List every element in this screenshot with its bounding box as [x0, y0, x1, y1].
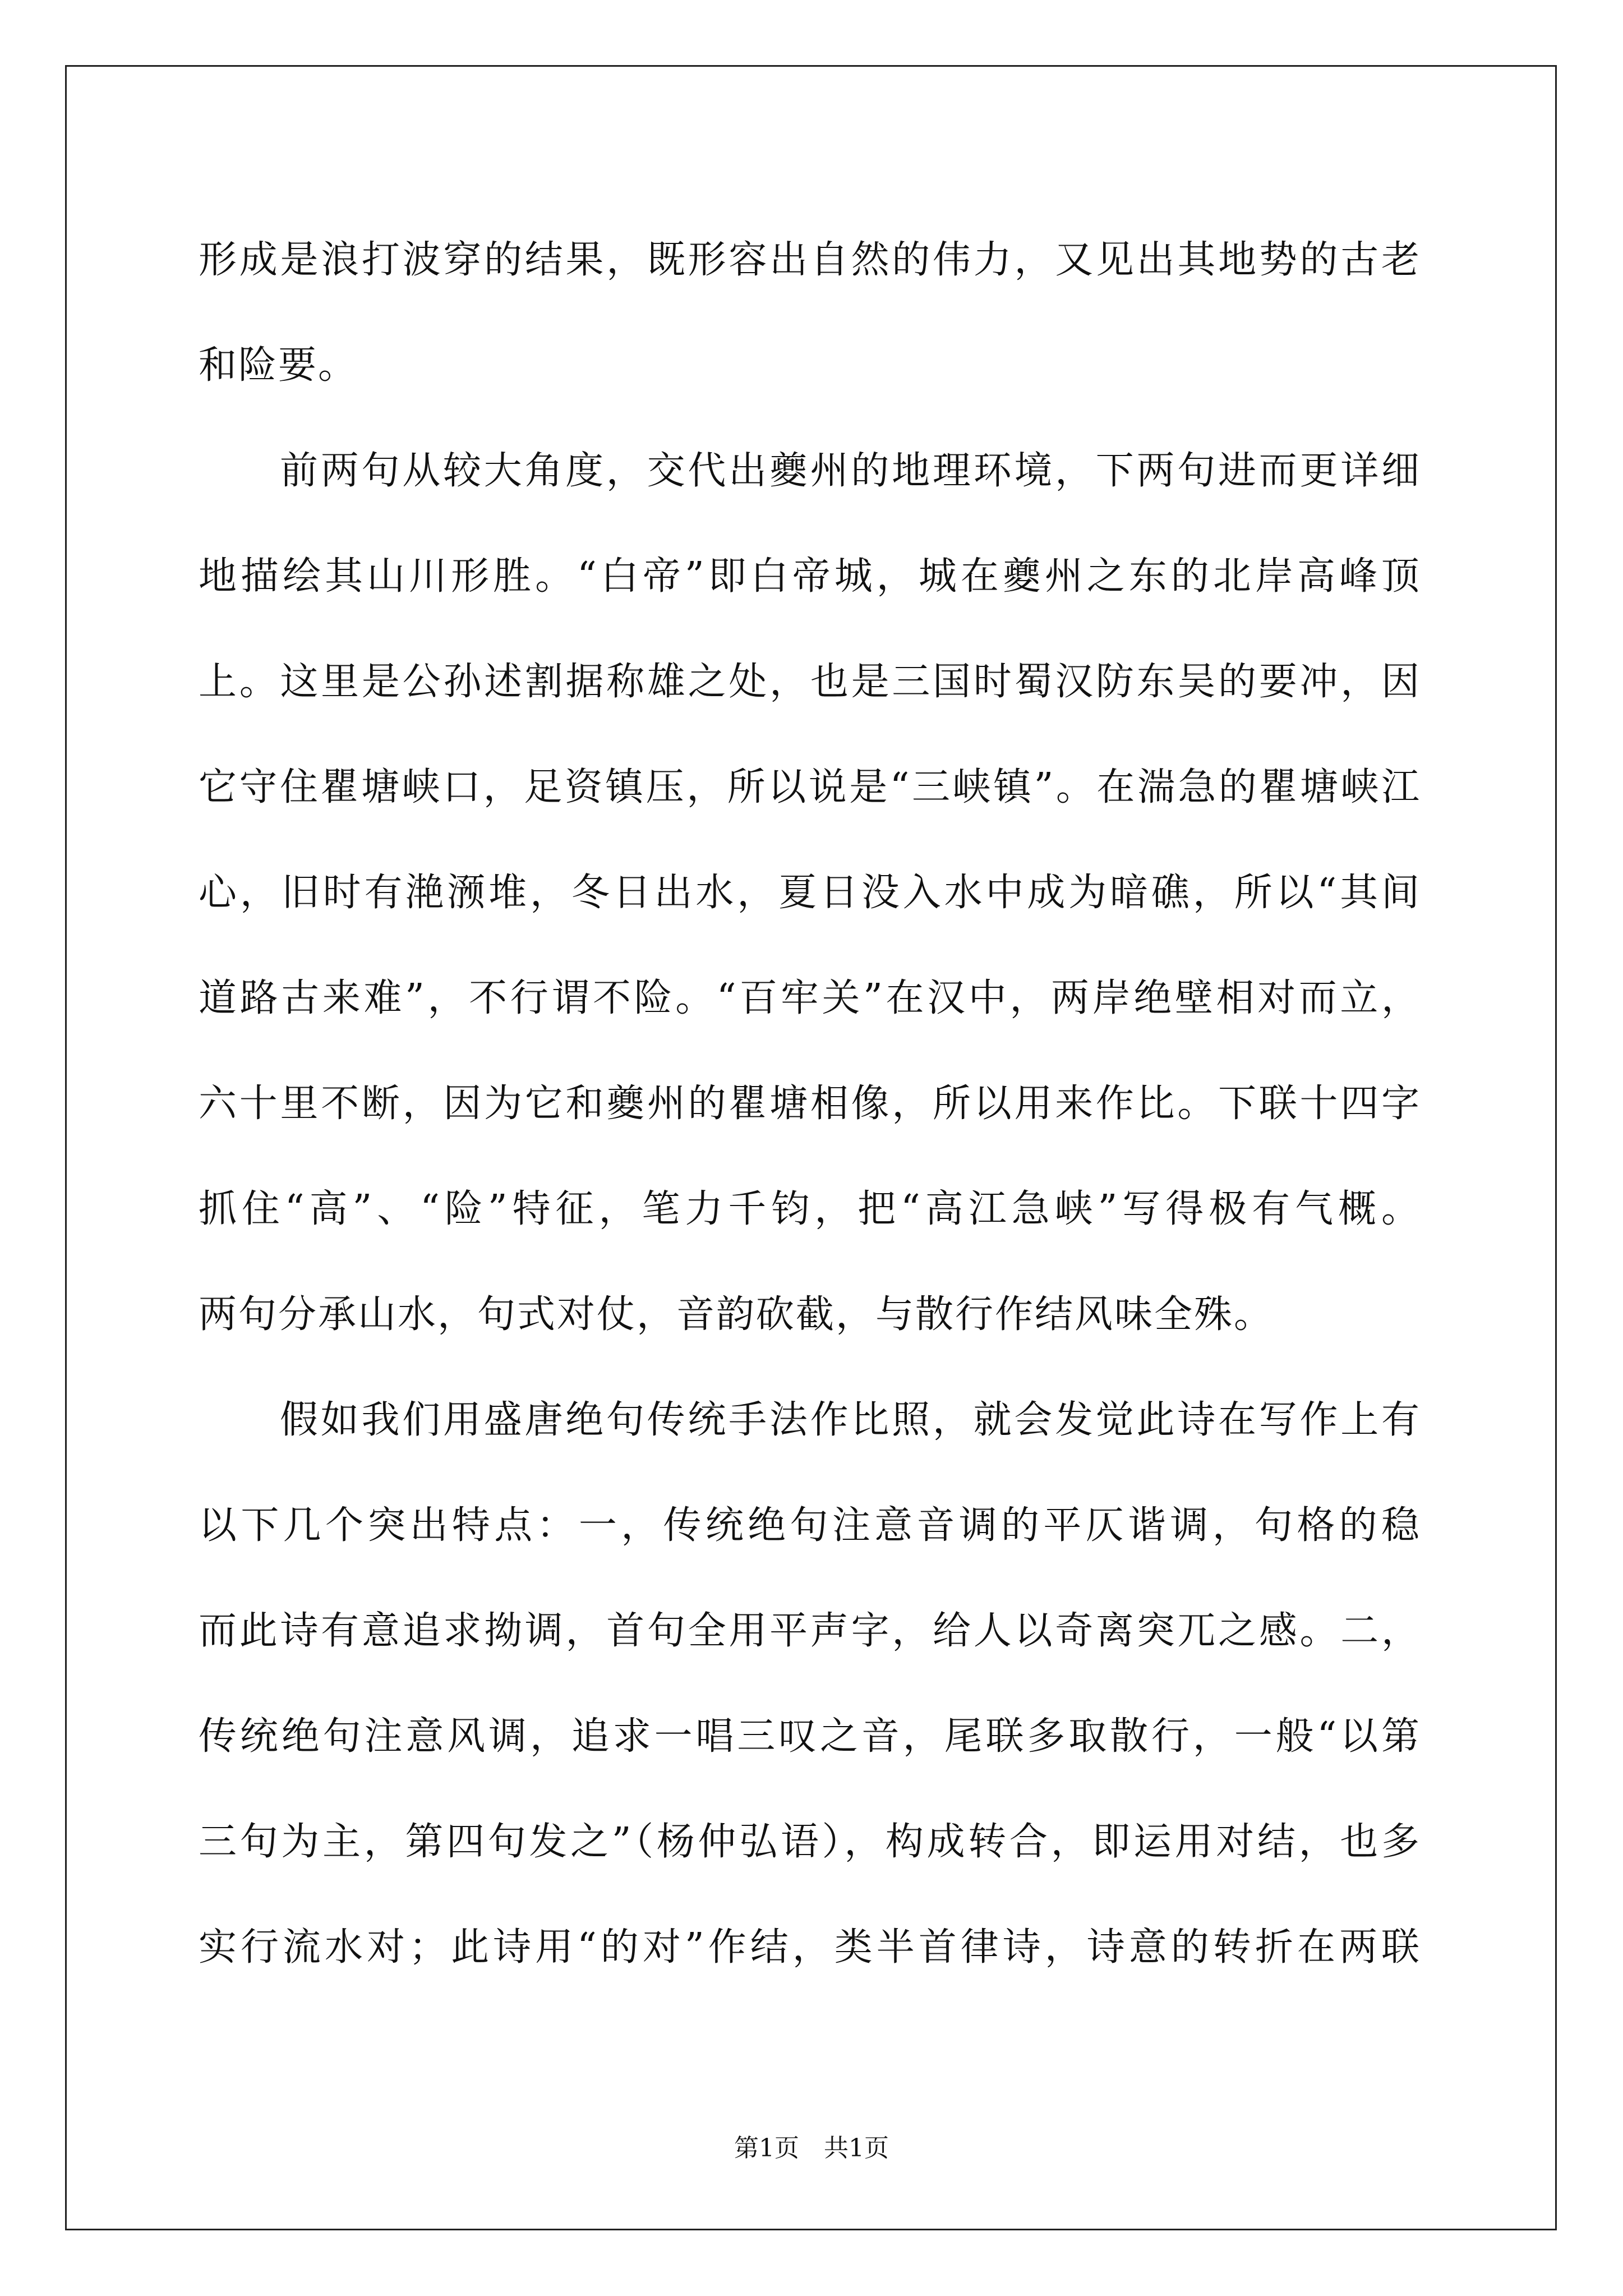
text-line: 两句分承山水，句式对仗，音韵砍截，与散行作结风味全殊。	[199, 1292, 1274, 1337]
text-line: 六十里不断，因为它和夔州的瞿塘相像，所以用来作比。下联十四字	[199, 1082, 1421, 1126]
paragraph-first-line: 假如我们用盛唐绝句传统手法作比照，就会发觉此诗在写作上有	[280, 1398, 1421, 1442]
text-line: 心，旧时有滟滪堆，冬日出水，夏日没入水中成为暗礁，所以“其间	[199, 871, 1421, 915]
text-line: 地描绘其山川形胜。“白帝”即白帝城，城在夔州之东的北岸高峰顶	[199, 554, 1421, 599]
text-line: 抓住“高”、“险”特征，笔力千钧，把“高江急峡”写得极有气概。	[199, 1187, 1421, 1231]
text-line: 形成是浪打波穿的结果，既形容出自然的伟力，又见出其地势的古老	[199, 238, 1421, 282]
text-line: 上。这里是公孙述割据称雄之处，也是三国时蜀汉防东吴的要冲，因	[199, 660, 1421, 704]
text-line: 三句为主，第四句发之”（杨仲弘语），构成转合，即运用对结，也多	[199, 1820, 1421, 1864]
text-line: 传统绝句注意风调，追求一唱三叹之音，尾联多取散行，一般“以第	[199, 1714, 1421, 1759]
document-body	[199, 208, 1421, 2000]
text-line: 而此诗有意追求拗调，首句全用平声字，给人以奇离突兀之感。二，	[199, 1609, 1421, 1653]
text-line: 实行流水对；此诗用“的对”作结，类半首律诗，诗意的转折在两联	[199, 1925, 1421, 1970]
text-line: 道路古来难”，不行谓不险。“百牢关”在汉中，两岸绝壁相对而立，	[199, 976, 1421, 1020]
page-number-footer: 第1页 共1页	[734, 2134, 889, 2162]
paragraph-first-line: 前两句从较大角度，交代出夔州的地理环境，下两句进而更详细	[280, 449, 1421, 493]
text-line: 和险要。	[199, 343, 358, 388]
text-line: 它守住瞿塘峡口，足资镇压，所以说是“三峡镇”。在湍急的瞿塘峡江	[199, 765, 1421, 809]
text-line: 以下几个突出特点：一，传统绝句注意音调的平仄谐调，句格的稳	[199, 1503, 1421, 1548]
